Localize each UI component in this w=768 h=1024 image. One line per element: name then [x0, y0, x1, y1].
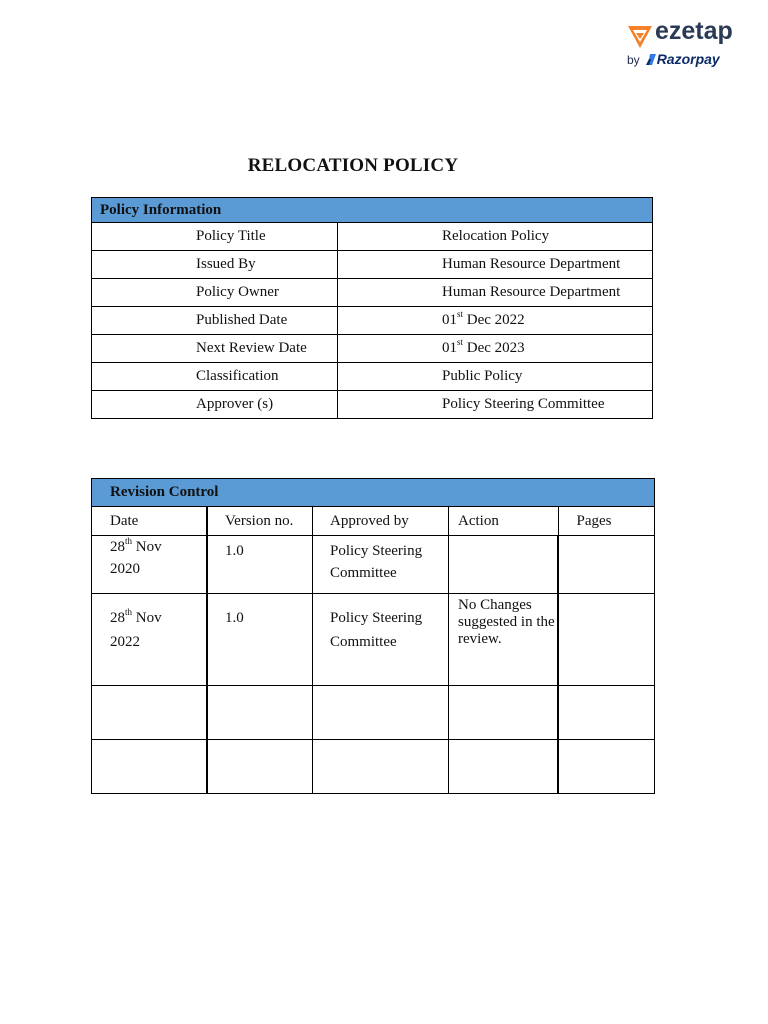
table-row	[92, 594, 655, 686]
revision-action-cell: No Changes suggested in the review.	[449, 594, 559, 686]
revision-approved-by-cell	[313, 594, 449, 686]
table-row	[92, 740, 655, 794]
revision-control-header: Revision Control	[92, 479, 655, 507]
razorpay-logo-icon	[646, 54, 656, 65]
table-row	[92, 363, 653, 391]
empty-cell	[207, 740, 313, 794]
revision-date-cell	[92, 536, 208, 594]
logo-brand-text: ezetap	[655, 17, 733, 45]
empty-cell	[207, 686, 313, 740]
revision-approved-by-cell	[313, 536, 449, 594]
empty-cell	[558, 686, 655, 740]
table-row	[92, 536, 655, 594]
revision-date-month: Nov	[132, 539, 162, 555]
revision-date-year: 2022	[110, 634, 140, 650]
revision-date-cell	[92, 594, 208, 686]
approver-label: Approver (s)	[92, 391, 338, 419]
empty-cell	[313, 740, 449, 794]
policy-information-header: Policy Information	[92, 198, 653, 223]
approved-by-line-1: Policy Steering	[330, 543, 423, 559]
policy-title-value: Relocation Policy	[338, 223, 653, 251]
logo-by-text: by	[627, 53, 640, 67]
next-review-date-day: 01	[442, 340, 457, 356]
revision-date-year: 2020	[110, 561, 140, 577]
approved-by-line-1: Policy Steering	[330, 610, 423, 626]
next-review-date-rest: Dec 2023	[463, 340, 525, 356]
classification-value: Public Policy	[338, 363, 653, 391]
empty-cell	[92, 740, 208, 794]
revision-date-day: 28	[110, 610, 125, 626]
logo-subtitle	[627, 51, 720, 67]
empty-cell	[449, 740, 559, 794]
approved-by-line-2: Committee	[330, 565, 397, 581]
table-row	[92, 223, 653, 251]
column-header-action: Action	[449, 507, 559, 536]
empty-cell	[92, 686, 208, 740]
column-header-approved-by: Approved by	[313, 507, 449, 536]
next-review-date-label: Next Review Date	[92, 335, 338, 363]
revision-control-header-row	[92, 479, 655, 507]
issued-by-value: Human Resource Department	[338, 251, 653, 279]
revision-version-cell: 1.0	[207, 536, 313, 594]
policy-title-label: Policy Title	[92, 223, 338, 251]
revision-action-cell	[449, 536, 559, 594]
empty-cell	[558, 740, 655, 794]
table-row	[92, 686, 655, 740]
approver-value: Policy Steering Committee	[338, 391, 653, 419]
table-row	[92, 335, 653, 363]
policy-information-table	[91, 197, 653, 419]
policy-information-header-row	[92, 198, 653, 223]
revision-control-table	[91, 478, 655, 794]
revision-date-suffix: th	[125, 536, 133, 546]
company-logo	[626, 17, 742, 70]
revision-date-suffix: th	[125, 607, 133, 617]
revision-pages-cell	[558, 536, 655, 594]
classification-label: Classification	[92, 363, 338, 391]
issued-by-label: Issued By	[92, 251, 338, 279]
revision-column-headers	[92, 507, 655, 536]
published-date-day: 01	[442, 312, 457, 328]
revision-version-cell: 1.0	[207, 594, 313, 686]
published-date-suffix: st	[457, 309, 464, 319]
column-header-version: Version no.	[207, 507, 313, 536]
ezetap-logo-icon	[626, 21, 654, 49]
policy-owner-label: Policy Owner	[92, 279, 338, 307]
empty-cell	[313, 686, 449, 740]
empty-cell	[449, 686, 559, 740]
revision-date-day: 28	[110, 539, 125, 555]
table-row	[92, 279, 653, 307]
column-header-date: Date	[92, 507, 208, 536]
next-review-date-value	[338, 335, 653, 363]
column-header-pages: Pages	[558, 507, 655, 536]
table-row	[92, 391, 653, 419]
table-row	[92, 251, 653, 279]
approved-by-line-2: Committee	[330, 634, 397, 650]
published-date-value	[338, 307, 653, 335]
published-date-label: Published Date	[92, 307, 338, 335]
published-date-rest: Dec 2022	[463, 312, 525, 328]
next-review-date-suffix: st	[457, 337, 464, 347]
revision-pages-cell	[558, 594, 655, 686]
table-row	[92, 307, 653, 335]
policy-owner-value: Human Resource Department	[338, 279, 653, 307]
logo-partner-text: Razorpay	[656, 51, 720, 67]
page-title: RELOCATION POLICY	[247, 155, 459, 176]
revision-date-month: Nov	[132, 610, 162, 626]
